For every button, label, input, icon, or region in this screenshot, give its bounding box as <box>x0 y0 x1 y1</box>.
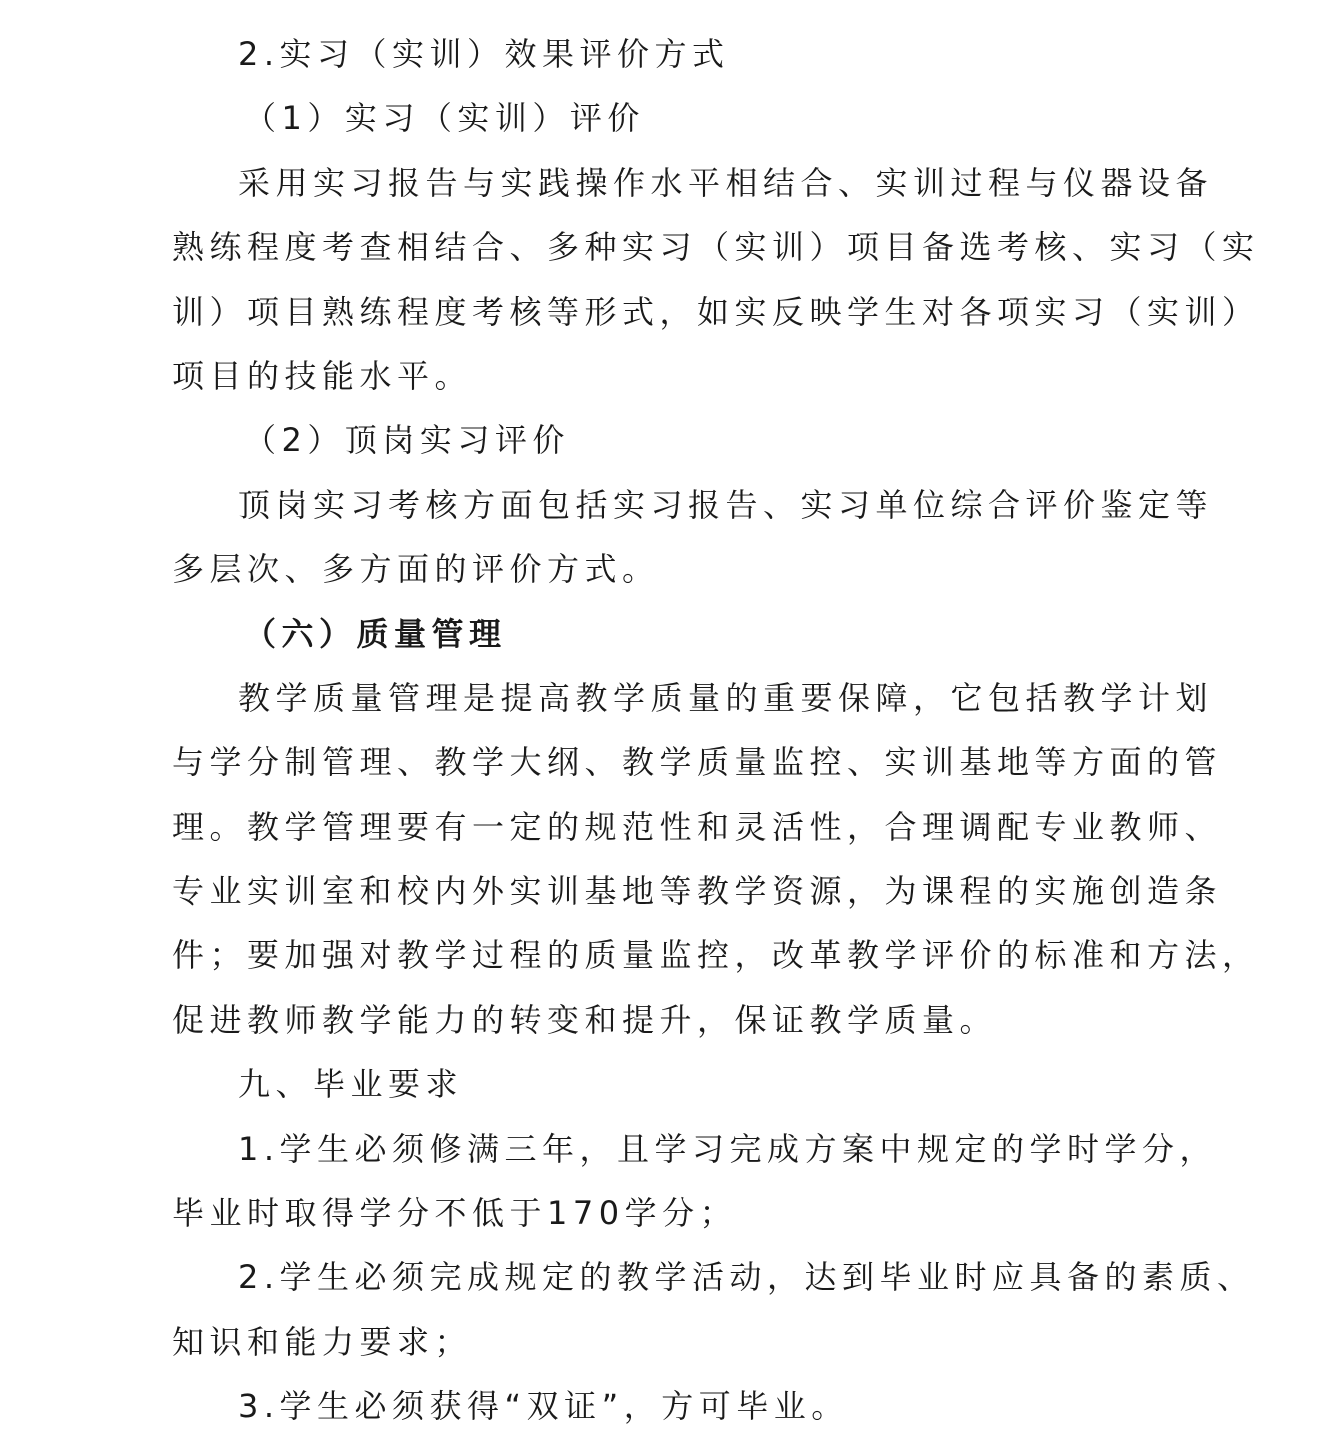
paragraph-line: 采用实习报告与实践操作水平相结合、实训过程与仪器设备 <box>238 163 1214 202</box>
paragraph-line: 顶岗实习考核方面包括实习报告、实习单位综合评价鉴定等 <box>238 485 1214 524</box>
paragraph-line: 教学质量管理是提高教学质量的重要保障，它包括教学计划 <box>238 678 1214 717</box>
requirement-item-2: 2.学生必须完成规定的教学活动，达到毕业时应具备的素质、 <box>238 1258 1255 1297</box>
requirement-item-2-cont: 知识和能力要求； <box>172 1322 473 1361</box>
paragraph-line: 项目的技能水平。 <box>172 356 473 395</box>
requirement-item-1-cont: 毕业时取得学分不低于170学分； <box>172 1194 738 1233</box>
heading-evaluation-method: 2.实习（实训）效果评价方式 <box>238 35 730 73</box>
paragraph-line: 熟练程度考查相结合、多种实习（实训）项目备选考核、实习（实 <box>172 228 1260 267</box>
paragraph-line: 训）项目熟练程度考核等形式，如实反映学生对各项实习（实训） <box>172 292 1260 331</box>
subheading-internship-evaluation: （1）实习（实训）评价 <box>244 99 645 138</box>
paragraph-line: 促进教师教学能力的转变和提升，保证教学质量。 <box>172 1000 998 1039</box>
paragraph-line: 专业实训室和校内外实训基地等教学资源，为课程的实施创造条 <box>172 872 1223 911</box>
section-heading-graduation-requirements: 九、毕业要求 <box>238 1065 464 1104</box>
paragraph-line: 件；要加强对教学过程的质量监控，改革教学评价的标准和方法， <box>172 936 1260 975</box>
requirement-item-1: 1.学生必须修满三年，且学习完成方案中规定的学时学分， <box>238 1129 1218 1168</box>
subheading-post-internship-evaluation: （2）顶岗实习评价 <box>244 421 570 460</box>
requirement-item-3: 3.学生必须获得“双证”，方可毕业。 <box>238 1387 849 1426</box>
section-heading-quality-management: （六）质量管理 <box>244 614 507 653</box>
paragraph-line: 理。教学管理要有一定的规范性和灵活性，合理调配专业教师、 <box>172 807 1223 846</box>
paragraph-line: 与学分制管理、教学大纲、教学质量监控、实训基地等方面的管 <box>172 743 1223 782</box>
document-page <box>172 22 1260 1439</box>
paragraph-line: 多层次、多方面的评价方式。 <box>172 550 660 589</box>
